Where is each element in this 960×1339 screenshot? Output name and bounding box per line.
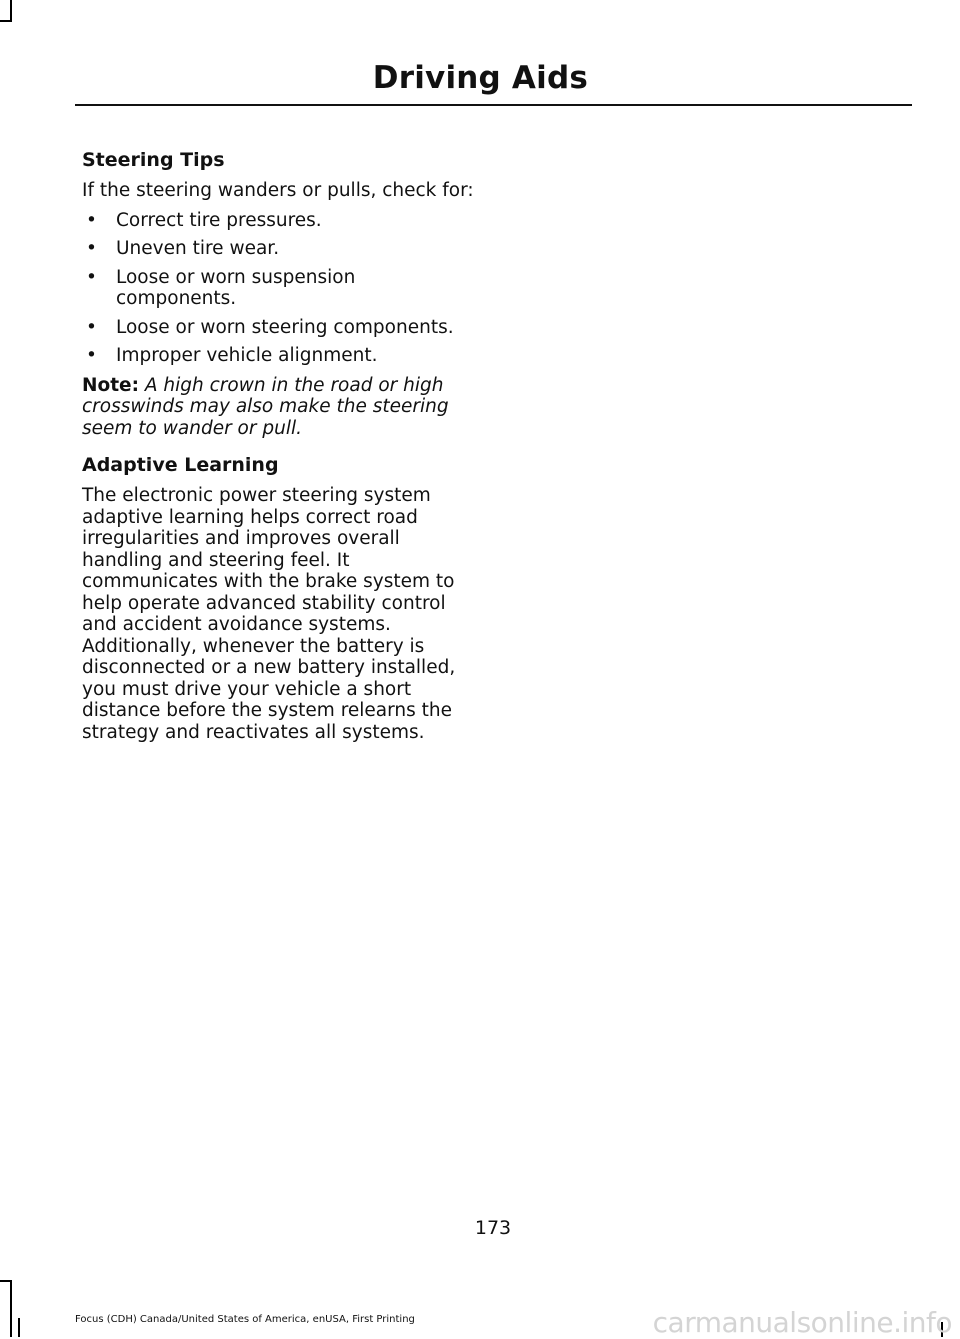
- list-item: [82, 267, 482, 310]
- note-text: A high crown in the road or high crosswinds may also make the steering seem to wander or pull.: [82, 374, 449, 439]
- crop-mark-top-left-vertical: [10, 0, 12, 22]
- page-header-title: Driving Aids: [372, 60, 588, 96]
- note-label: Note:: [82, 374, 139, 396]
- section-heading-steering-tips: Steering Tips: [82, 149, 225, 171]
- adaptive-learning-body: The electronic power steering system adaptive learning helps correct road irregularities and improves overall handling and steering feel. It communicates with the brake system to help operate advanced stability control and accident avoidance systems. Additionally, whenever the battery is disconnected or a new battery installed, you must drive your vehicle a short distance before the system relearns the strategy and reactivates all systems.: [82, 485, 456, 743]
- list-item-text: Improper vehicle alignment.: [116, 345, 378, 366]
- list-item-text: Loose or worn suspension components.: [116, 266, 356, 309]
- bullet-icon: •: [86, 345, 97, 366]
- list-item: [82, 238, 482, 260]
- crop-mark-bottom-left-horizontal: [0, 1280, 12, 1282]
- crop-mark-bottom-left-inner: [18, 1318, 20, 1337]
- crop-mark-bottom-left-vertical: [10, 1280, 12, 1337]
- steering-tips-intro: If the steering wanders or pulls, check for:: [82, 180, 474, 201]
- footer-printing-info: Focus (CDH) Canada/United States of America, enUSA, First Printing: [75, 1314, 415, 1325]
- crop-mark-top-left-horizontal: [0, 20, 12, 22]
- list-item: [82, 210, 482, 232]
- bullet-icon: •: [86, 209, 97, 231]
- steering-note: [82, 375, 482, 440]
- bullet-icon: •: [86, 238, 97, 259]
- list-item-text: Correct tire pressures.: [116, 209, 322, 231]
- bullet-icon: •: [86, 316, 97, 338]
- list-item-text: Uneven tire wear.: [116, 238, 280, 259]
- header-rule: [75, 104, 912, 106]
- bullet-icon: •: [86, 266, 97, 288]
- watermark: carmanualsonline.info: [652, 1306, 952, 1339]
- page-content: [82, 144, 482, 751]
- list-item: [82, 317, 482, 339]
- page-number: 173: [474, 1217, 512, 1239]
- list-item-text: Loose or worn steering components.: [116, 316, 454, 338]
- section-heading-adaptive-learning: Adaptive Learning: [82, 454, 279, 476]
- list-item: [82, 345, 482, 367]
- steering-check-list: [82, 210, 482, 367]
